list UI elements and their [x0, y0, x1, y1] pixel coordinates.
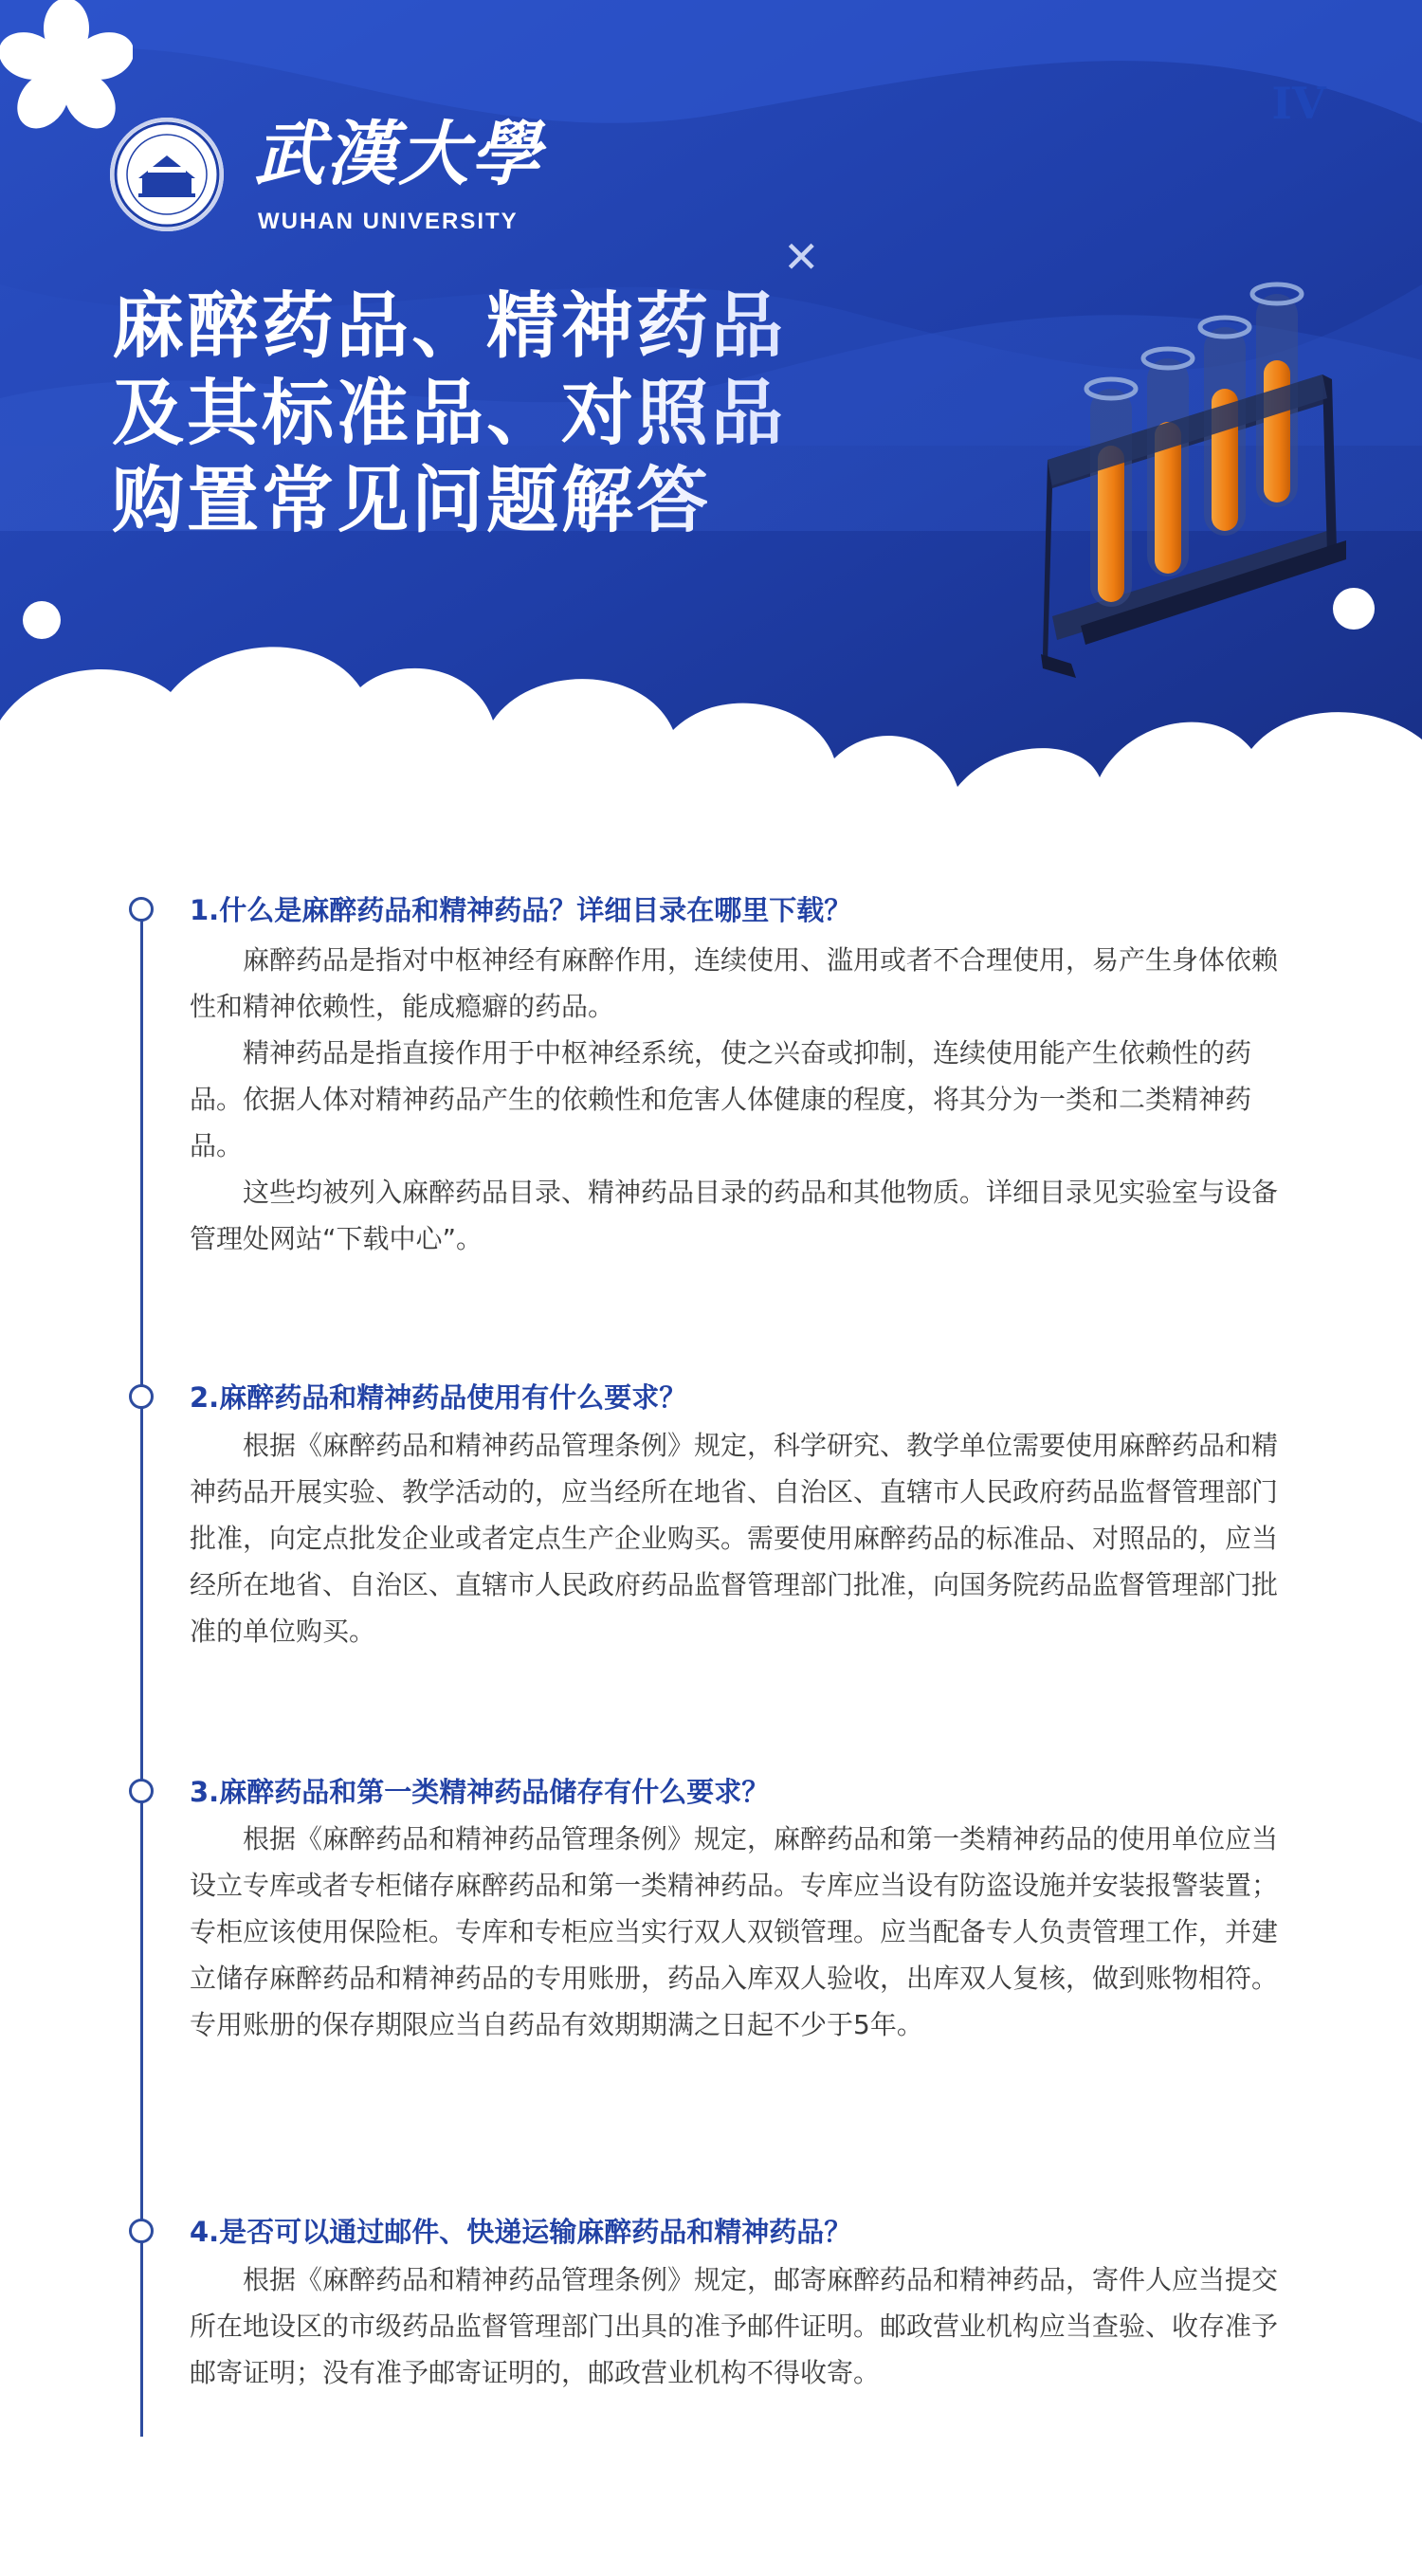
title-line-3: 购置常见问题解答	[112, 457, 908, 544]
section-number-badge: IV	[1271, 78, 1326, 129]
page-title	[112, 283, 908, 544]
decorative-dot	[23, 601, 61, 639]
decorative-dot	[1333, 588, 1375, 630]
question-heading: 3.麻醉药品和第一类精神药品储存有什么要求？	[190, 1776, 770, 1808]
timeline-dot	[129, 2219, 154, 2243]
university-name-en: WUHAN UNIVERSITY	[258, 209, 519, 234]
decorative-cross-icon: ✕	[783, 231, 820, 283]
hero-banner	[0, 0, 1422, 815]
question-heading: 4.是否可以通过邮件、快递运输麻醉药品和精神药品？	[190, 2216, 852, 2248]
university-seal-logo	[110, 118, 224, 231]
question-heading: 1.什么是麻醉药品和精神药品？详细目录在哪里下载？	[190, 894, 852, 926]
answer-paragraph: 精神药品是指直接作用于中枢神经系统，使之兴奋或抑制，连续使用能产生依赖性的药品。依据人体对精神药品产生的依赖性和危害人体健康的程度，将其分为一类和二类精神药品。	[190, 1037, 1252, 1161]
title-line-2: 及其标准品、对照品	[112, 370, 908, 457]
title-line-1: 麻醉药品、精神药品	[112, 283, 908, 370]
timeline-dot	[129, 1779, 154, 1803]
answer-paragraph: 根据《麻醉药品和精神药品管理条例》规定，麻醉药品和第一类精神药品的使用单位应当设立专库或者专柜储存麻醉药品和第一类精神药品。专库应当设有防盗设施并安装报警装置；专柜应该使用保险柜。专库和专柜应当实行双人双锁管理。应当配备专人负责管理工作，并建立储存麻醉药品和精神药品的专用账册，药品入库双人验收，出库双人复核，做到账物相符。专用账册的保存期限应当自药品有效期期满之日起不少于5年。	[190, 1823, 1279, 2040]
answer-paragraph: 根据《麻醉药品和精神药品管理条例》规定，科学研究、教学单位需要使用麻醉药品和精神药品开展实验、教学活动的，应当经所在地省、自治区、直辖市人民政府药品监督管理部门批准，向定点批发企业或者定点生产企业购买。需要使用麻醉药品的标准品、对照品的，应当经所在地省、自治区、直辖市人民政府药品监督管理部门批准，向国务院药品监督管理部门批准的单位购买。	[190, 1430, 1279, 1647]
answer-paragraph: 根据《麻醉药品和精神药品管理条例》规定，邮寄麻醉药品和精神药品，寄件人应当提交所在地设区的市级药品监督管理部门出具的准予邮件证明。邮政营业机构应当查验、收存准予邮寄证明；没有准予邮寄证明的，邮政营业机构不得收寄。	[190, 2264, 1279, 2388]
answer-paragraph: 这些均被列入麻醉药品目录、精神药品目录的药品和其他物质。详细目录见实验室与设备管理处网站“下载中心”。	[190, 1177, 1279, 1254]
timeline-dot	[129, 1384, 154, 1409]
answer-paragraph: 麻醉药品是指对中枢神经有麻醉作用，连续使用、滥用或者不合理使用，易产生身体依赖性和精神依赖性，能成瘾癖的药品。	[190, 944, 1279, 1022]
timeline-dot	[129, 897, 154, 922]
question-heading: 2.麻醉药品和精神药品使用有什么要求？	[190, 1381, 687, 1414]
timeline-line	[140, 910, 143, 2437]
cherry-blossom-badge-icon	[0, 0, 133, 133]
university-name-cn: 武漢大學	[254, 114, 542, 195]
